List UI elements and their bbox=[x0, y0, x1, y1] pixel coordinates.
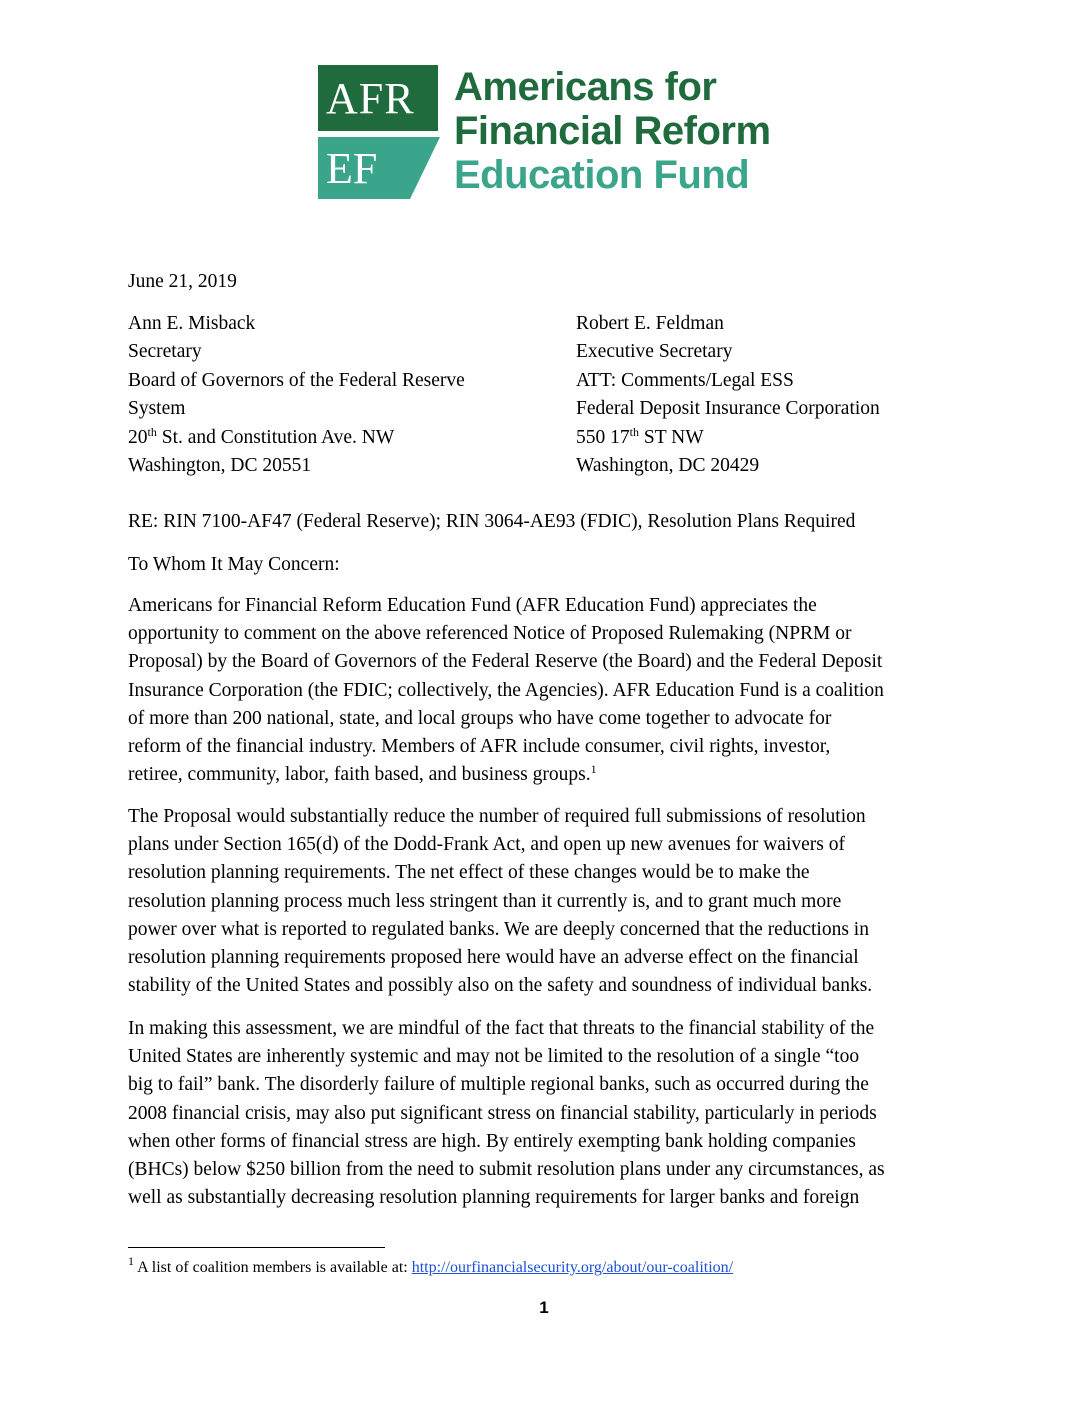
paragraph-line: plans under Section 165(d) of the Dodd-Frank Act, and open up new avenues for waivers of bbox=[128, 834, 845, 856]
subject-line: RE: RIN 7100-AF47 (Federal Reserve); RIN 3064-AE93 (FDIC), Resolution Plans Required bbox=[128, 511, 856, 532]
logo-ef-text: EF bbox=[326, 144, 378, 193]
footnote-text: A list of coalition members is available at: bbox=[134, 1259, 412, 1276]
letter-date: June 21, 2019 bbox=[128, 271, 237, 292]
footnote bbox=[128, 1254, 734, 1278]
recipient-org: Federal Deposit Insurance Corporation bbox=[576, 398, 880, 420]
paragraph-line: resolution planning requirements. The net effect of these changes would be to make the bbox=[128, 862, 810, 884]
recipient-title: Secretary bbox=[128, 341, 202, 363]
paragraph-line: Americans for Financial Reform Education Fund (AFR Education Fund) appreciates the bbox=[128, 595, 817, 616]
footnote-divider bbox=[128, 1247, 385, 1248]
paragraph-line: 2008 financial crisis, may also put significant stress on financial stability, particularly in periods bbox=[128, 1102, 877, 1124]
body-paragraph-2 bbox=[128, 803, 968, 1000]
paragraph-line: stability of the United States and possibly also on the safety and soundness of individual banks. bbox=[128, 975, 873, 997]
logo-afr-text: AFR bbox=[326, 74, 415, 123]
logo-line-3: Education Fund bbox=[454, 153, 750, 197]
recipient-org-continued: System bbox=[128, 398, 186, 420]
footnote-reference[interactable]: 1 bbox=[590, 762, 597, 777]
logo-afr-box bbox=[318, 65, 438, 131]
footnote-number: 1 bbox=[128, 1254, 134, 1268]
paragraph-line: power over what is reported to regulated banks. We are deeply concerned that the reductions in bbox=[128, 918, 869, 940]
paragraph-line: retiree, community, labor, faith based, and business groups.$^1$ bbox=[128, 762, 597, 786]
recipient-street: 20th St. and Constitution Ave. NW bbox=[128, 424, 395, 448]
recipient-city: Washington, DC 20551 bbox=[128, 455, 312, 477]
recipient-name: Ann E. Misback bbox=[128, 313, 256, 334]
paragraph-line: The Proposal would substantially reduce the number of required full submissions of resolution bbox=[128, 806, 866, 827]
paragraph-line: well as substantially decreasing resolution planning requirements for larger banks and foreign bbox=[128, 1187, 860, 1209]
recipient-address-right bbox=[576, 310, 880, 480]
page-number: 1 bbox=[539, 1298, 549, 1317]
paragraph-line: resolution planning process much less stringent than it currently is, and to grant much more bbox=[128, 890, 842, 912]
recipient-org: Board of Governors of the Federal Reserve bbox=[128, 369, 465, 391]
recipient-street: 550 17th ST NW bbox=[576, 424, 704, 448]
paragraph-line: In making this assessment, we are mindful of the fact that threats to the financial stability of the bbox=[128, 1018, 875, 1039]
body-paragraph-1 bbox=[128, 592, 968, 789]
paragraph-line: (BHCs) below $250 billion from the need to submit resolution plans under any circumstances, as bbox=[128, 1159, 885, 1181]
recipient-name: Robert E. Feldman bbox=[576, 313, 724, 334]
paragraph-line: reform of the financial industry. Members of AFR include consumer, civil rights, investor, bbox=[128, 736, 831, 758]
coalition-link[interactable]: http://ourfinancialsecurity.org/about/our-coalition/ bbox=[411, 1259, 734, 1276]
recipient-title: Executive Secretary bbox=[576, 341, 733, 363]
recipient-city: Washington, DC 20429 bbox=[576, 455, 760, 477]
paragraph-line: Proposal) by the Board of Governors of the Federal Reserve (the Board) and the Federal Deposit bbox=[128, 651, 883, 673]
logo-ef-box bbox=[318, 137, 438, 199]
logo-line-1: Americans for bbox=[454, 65, 717, 109]
paragraph-line: opportunity to comment on the above referenced Notice of Proposed Rulemaking (NPRM or bbox=[128, 623, 852, 645]
paragraph-line: of more than 200 national, state, and local groups who have come together to advocate for bbox=[128, 707, 832, 729]
recipient-att: ATT: Comments/Legal ESS bbox=[576, 369, 794, 391]
recipient-address-left bbox=[128, 310, 465, 480]
body-paragraph-3 bbox=[128, 1015, 968, 1212]
logo-wordmark bbox=[454, 65, 771, 197]
salutation: To Whom It May Concern: bbox=[128, 554, 340, 575]
afr-logo bbox=[318, 65, 778, 205]
paragraph-line: big to fail” bank. The disorderly failure of multiple regional banks, such as occurred during the bbox=[128, 1074, 869, 1096]
paragraph-line: United States are inherently systemic and may not be limited to the resolution of a single “too bbox=[128, 1046, 860, 1068]
paragraph-line: resolution planning requirements proposed here would have an adverse effect on the financial bbox=[128, 947, 859, 969]
paragraph-line: Insurance Corporation (the FDIC; collectively, the Agencies). AFR Education Fund is a coalition bbox=[128, 679, 884, 701]
paragraph-line: when other forms of financial stress are high. By entirely exempting bank holding companies bbox=[128, 1130, 856, 1152]
logo-line-2: Financial Reform bbox=[454, 109, 771, 153]
